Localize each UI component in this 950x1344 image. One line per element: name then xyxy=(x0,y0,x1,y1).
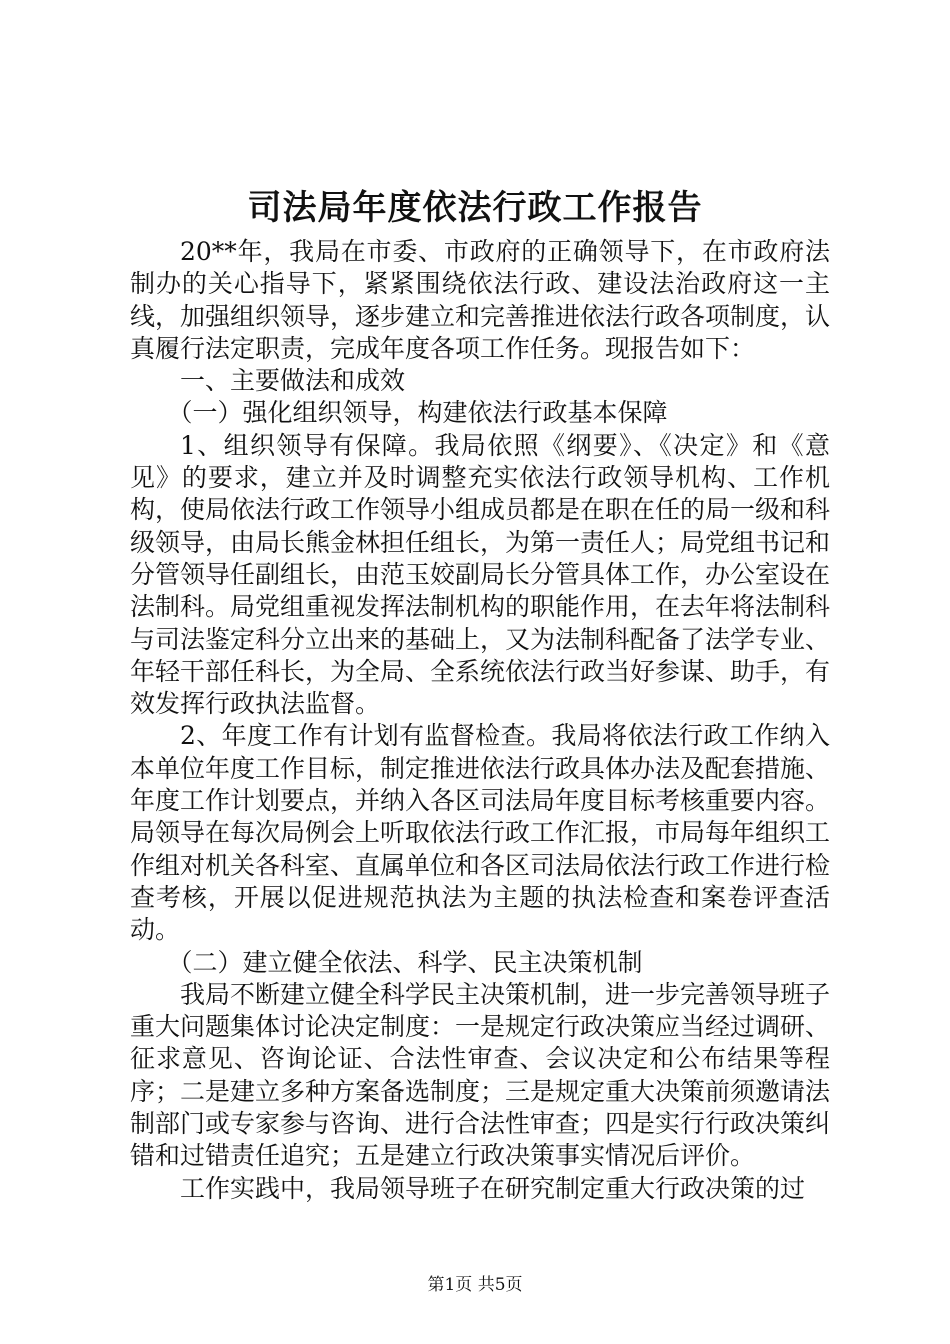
paragraph-practice: 工作实践中，我局领导班子在研究制定重大行政决策的过 xyxy=(180,1173,806,1203)
paragraph-decision-mechanism: 我局不断建立健全科学民主决策机制，进一步完善领导班子重大问题集体讨论决定制度：一是规定行政决策应当经过调研、征求意见、咨询论证、合法性审查、会议决定和公布结果等程序；二是建立多种方案备选制度；三是规定重大决策前须邀请法制部门或专家参与咨询、进行合法性审查；四是实行行政决策纠错和过错责任追究；五是建立行政决策事实情况后评价。 xyxy=(130,979,831,1171)
document-body xyxy=(130,236,830,1205)
section-heading-1: 一、主要做法和成效 xyxy=(180,366,406,396)
paragraph-item-1: 1、组织领导有保障。我局依照《纲要》、《决定》和《意见》的要求，建立并及时调整充实依法行政领导机构、工作机构，使局依法行政工作领导小组成员都是在职在任的局一级和科级领导，由局长熊金林担任组长，为第一责任人；局党组书记和分管领导任副组长，由范玉姣副局长分管具体工作，办公室设在法制科。局党组重视发挥法制机构的职能作用，在去年将法制科与司法鉴定科分立出来的基础上，又为法制科配备了法学专业、年轻干部任科长，为全局、全系统依法行政当好参谋、助手，有效发挥行政执法监督。 xyxy=(130,430,831,719)
subsection-heading-2: （二）建立健全依法、科学、民主决策机制 xyxy=(167,947,643,977)
subsection-heading-1: （一）强化组织领导，构建依法行政基本保障 xyxy=(167,398,668,428)
page-number-footer: 第1页 共5页 xyxy=(427,1275,523,1295)
paragraph-intro: 20**年，我局在市委、市政府的正确领导下，在市政府法制办的关心指导下，紧紧围绕依法行政、建设法治政府这一主线，加强组织领导，逐步建立和完善推进依法行政各项制度，认真履行法定职责，完成年度各项工作任务。现报告如下： xyxy=(130,237,831,363)
document-title: 司法局年度依法行政工作报告 xyxy=(247,188,703,228)
paragraph-item-2: 2、年度工作有计划有监督检查。我局将依法行政工作纳入本单位年度工作目标，制定推进依法行政具体办法及配套措施、年度工作计划要点，并纳入各区司法局年度目标考核重要内容。局领导在每次局例会上听取依法行政工作汇报，市局每年组织工作组对机关各科室、直属单位和各区司法局依法行政工作进行检查考核，开展以促进规范执法为主题的执法检查和案卷评查活动。 xyxy=(130,721,831,945)
